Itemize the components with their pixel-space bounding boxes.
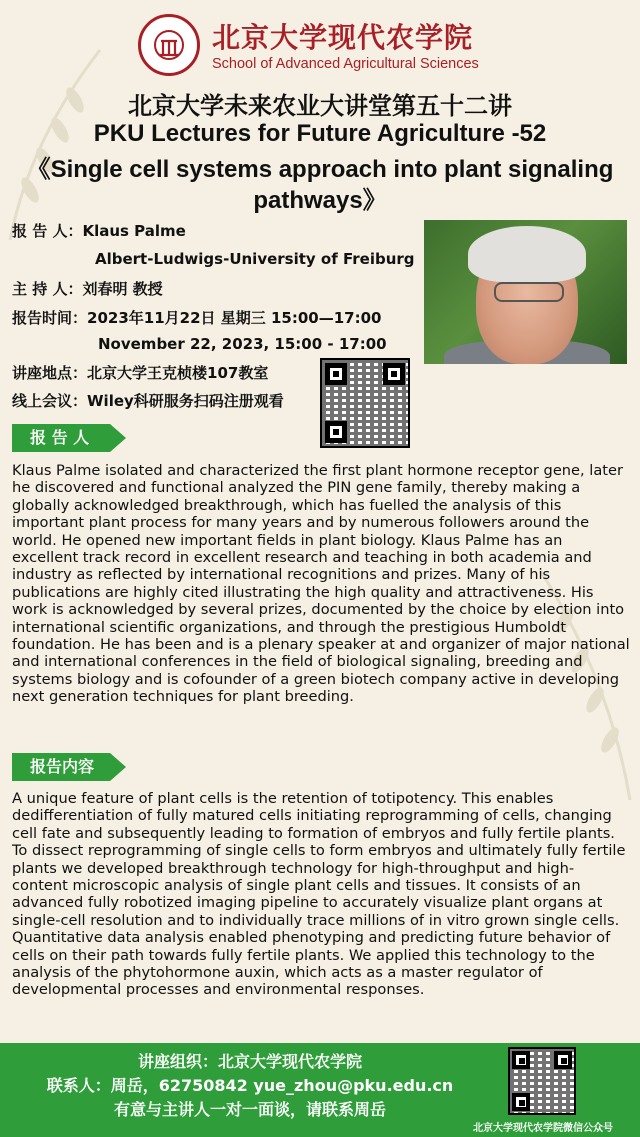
talk-title: 《Single cell systems approach into plant signaling pathways》 [26, 156, 614, 214]
school-name-cn: 北京大学现代农学院 [212, 21, 474, 54]
footer-contact: 联系人：周岳，62750842 yue_zhou@pku.edu.cn [46, 1076, 454, 1095]
venue-label: 讲座地点： [12, 364, 88, 382]
online-label: 线上会议： [12, 392, 88, 410]
speaker-photo [424, 220, 627, 364]
school-header [138, 14, 518, 76]
time-row [12, 307, 381, 328]
lecture-series-title-en: PKU Lectures for Future Agriculture -52 [93, 120, 547, 147]
wechat-qr-caption: 北京大学现代农学院微信公众号 [473, 1123, 613, 1134]
registration-qr-code[interactable] [320, 358, 410, 448]
speaker-name: Klaus Palme [82, 222, 186, 240]
school-name-en: School of Advanced Agricultural Sciences [212, 56, 479, 72]
lecture-series-title-cn: 北京大学未来农业大讲堂第五十二讲 [128, 92, 512, 120]
venue-value: 北京大学王克桢楼107教室 [87, 364, 269, 382]
host-label: 主 持 人： [12, 280, 83, 298]
footer-note: 有意与主讲人一对一面谈，请联系周岳 [113, 1100, 386, 1119]
footer-organizer: 讲座组织：北京大学现代农学院 [137, 1052, 362, 1071]
venue-row [12, 362, 268, 383]
pku-seal-logo [138, 14, 200, 76]
section-tag-speaker: 报 告 人 [12, 424, 110, 452]
online-row [12, 390, 284, 411]
time-en: November 22, 2023, 15:00 - 17:00 [98, 335, 387, 353]
speaker-label: 报 告 人： [12, 222, 83, 240]
time-cn: 2023年11月22日 星期三 15:00—17:00 [87, 309, 382, 327]
footer-bar [0, 1043, 640, 1137]
speaker-bio: Klaus Palme isolated and characterized the first plant hormone receptor gene, later he discovered and functional analyzed the PIN gene family, thereby making a globally acknowledged breakthrough, which has fuelled the analysis of this important plant process for many years and by numerous followers around the world. He opened new important fields in plant biology. Klaus Palme has an excellent track record in excellent research and teaching in both academia and industry as reflected by international recognitions and prizes. Many of his publications are highly cited illustrating the high quality and attractiveness. His work is acknowledged by several prizes, documented by the choice by election into international scientific organizations, and through the prestigious Humboldt foundation. He has been and is a plenary speaker at and organizer of major national and international conferences in the field of biological signaling, breeding and systems biology and is cofounder of a green biotech company active in developing next generation techniques for plant breeding. [12, 462, 630, 706]
section-tag-abstract: 报告内容 [12, 753, 110, 781]
wechat-qr-code[interactable] [508, 1047, 576, 1115]
host-row [12, 278, 163, 299]
speaker-row [12, 220, 186, 241]
talk-abstract: A unique feature of plant cells is the retention of totipotency. This enables dedifferentiation of fully matured cells initiating reprogramming of cells, changing cell fate and subsequently leading to formation of embryos and fully fertile plants. To dissect reprogramming of single cells to form embryos and ultimately fully fertile plants we developed breakthrough technology for high-throughput and high-content microscopic analysis of single plant cells and tissues. It consists of an advanced fully robotized imaging pipeline to accurately visualize plant organs at single-cell resolution and to individually trace millions of in vitro grown single cells. Quantitative data analysis enabled phenotyping and predicting future behavior of cells on their path towards fully fertile plants. We applied this technology to the analysis of the phytohormone auxin, which acts as a master regulator of developmental processes and environmental responses. [12, 790, 626, 999]
time-label: 报告时间： [12, 309, 88, 327]
online-value: Wiley科研服务扫码注册观看 [87, 392, 284, 410]
host-value: 刘春明 教授 [82, 280, 163, 298]
speaker-affiliation: Albert-Ludwigs-University of Freiburg [95, 250, 415, 268]
